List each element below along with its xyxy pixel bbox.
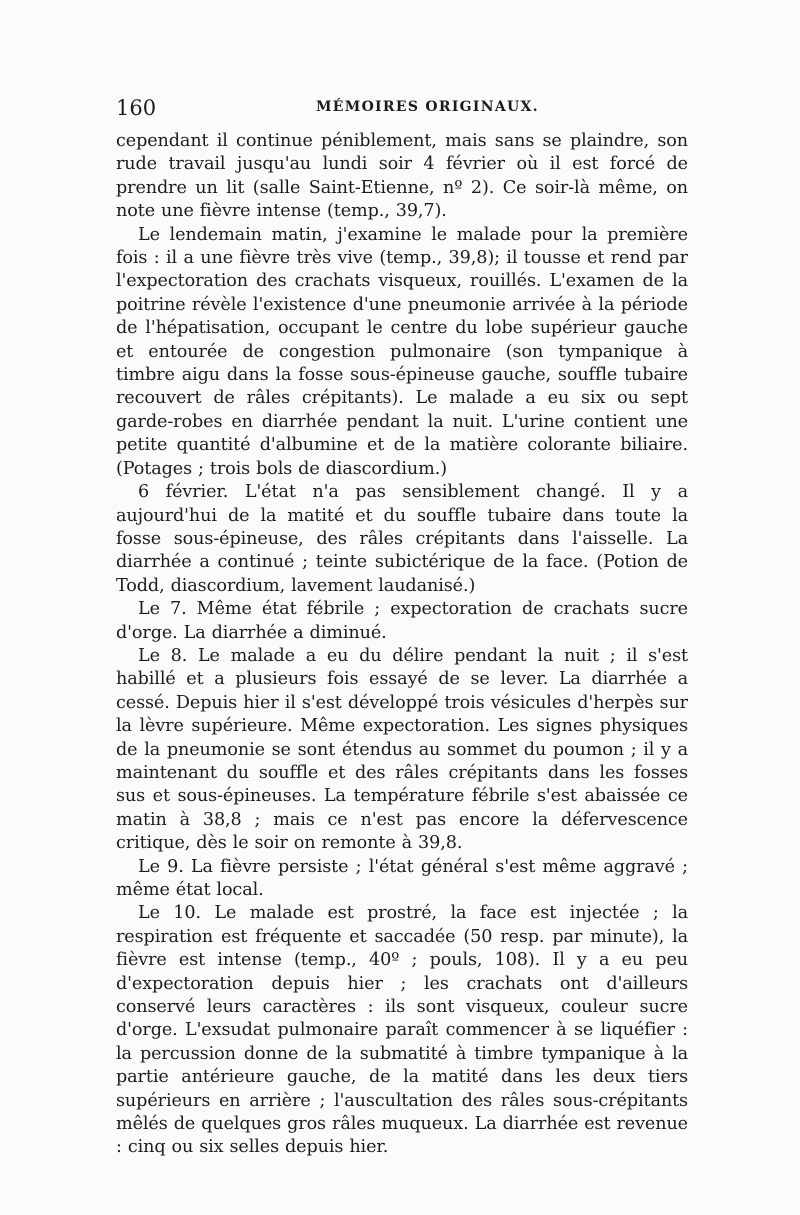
paragraph-feb-6: 6 février. L'état n'a pas sensiblement changé. Il y a aujourd'hui de la matité et du souffle tubaire dans toute la fosse sous-épineuse, des râles crépitants dans l'aisselle. La diarrhée a continué ; teinte subictérique de la face. (Potion de Todd, diascordium, lavement laudanisé.) — [116, 482, 688, 596]
paragraph-day-9: Le 9. La fièvre persiste ; l'état général s'est même aggravé ; même état local. — [116, 856, 688, 900]
paragraph-first-exam: Le lendemain matin, j'examine le malade pour la première fois : il a une fièvre très vive (temp., 39,8); il tousse et rend par l'expectoration des crachats visqueux, rouillés. L'examen de la poitrine révèle l'existence d'une pneumonie arrivée à la période de l'hépatisation, occupant le centre du lobe supérieur gauche et entourée de congestion pulmonaire (son tympanique à timbre aigu dans la fosse sous-épineuse gauche, souffle tubaire recouvert de râles crépitants). Le malade a eu six ou sept garde-robes en diarrhée pendant la nuit. L'urine contient une petite quantité d'albumine et de la matière colorante biliaire. (Potages ; trois bols de diascordium.) — [116, 224, 688, 479]
page-number: 160 — [116, 96, 157, 120]
paragraph-day-10: Le 10. Le malade est prostré, la face est injectée ; la respiration est fréquente et saccadée (50 resp. par minute), la fièvre est intense (temp., 40º ; pouls, 108). Il y a eu peu d'expectoration depuis hier ; les crachats ont d'ailleurs conservé leurs caractères : ils sont visqueux, couleur sucre d'orge. L'exsudat pulmonaire paraît commencer à se liquéfier : la percussion donne de la submatité à timbre tympanique à la partie antérieure gauche, de la matité dans les deux tiers supérieurs en arrière ; l'auscultation des râles sous-crépitants mêlés de quelques gros râles muqueux. La diarrhée est revenue : cinq ou six selles depuis hier. — [116, 903, 688, 1158]
body-text — [116, 130, 688, 1160]
paragraph-day-7: Le 7. Même état fébrile ; expectoration de crachats sucre d'orge. La diarrhée a diminué. — [116, 599, 688, 643]
running-title: MÉMOIRES ORIGINAUX. — [316, 99, 539, 115]
paragraph-continuation: cependant il continue péniblement, mais sans se plaindre, son rude travail jusqu'au lundi soir 4 février où il est forcé de prendre un lit (salle Saint-Etienne, nº 2). Ce soir-là même, on note une fièvre intense (temp., 39,7). — [116, 131, 688, 222]
running-head — [116, 96, 688, 120]
paragraph-day-8: Le 8. Le malade a eu du délire pendant la nuit ; il s'est habillé et a plusieurs fois essayé de se lever. La diarrhée a cessé. Depuis hier il s'est développé trois vésicules d'herpès sur la lèvre supérieure. Même expectoration. Les signes physiques de la pneumonie se sont étendus au sommet du poumon ; il y a maintenant du souffle et des râles crépitants dans les fosses sus et sous-épineuses. La température fébrile s'est abaissée ce matin à 38,8 ; mais ce n'est pas encore la défervescence critique, dès le soir on remonte à 39,8. — [116, 645, 688, 854]
